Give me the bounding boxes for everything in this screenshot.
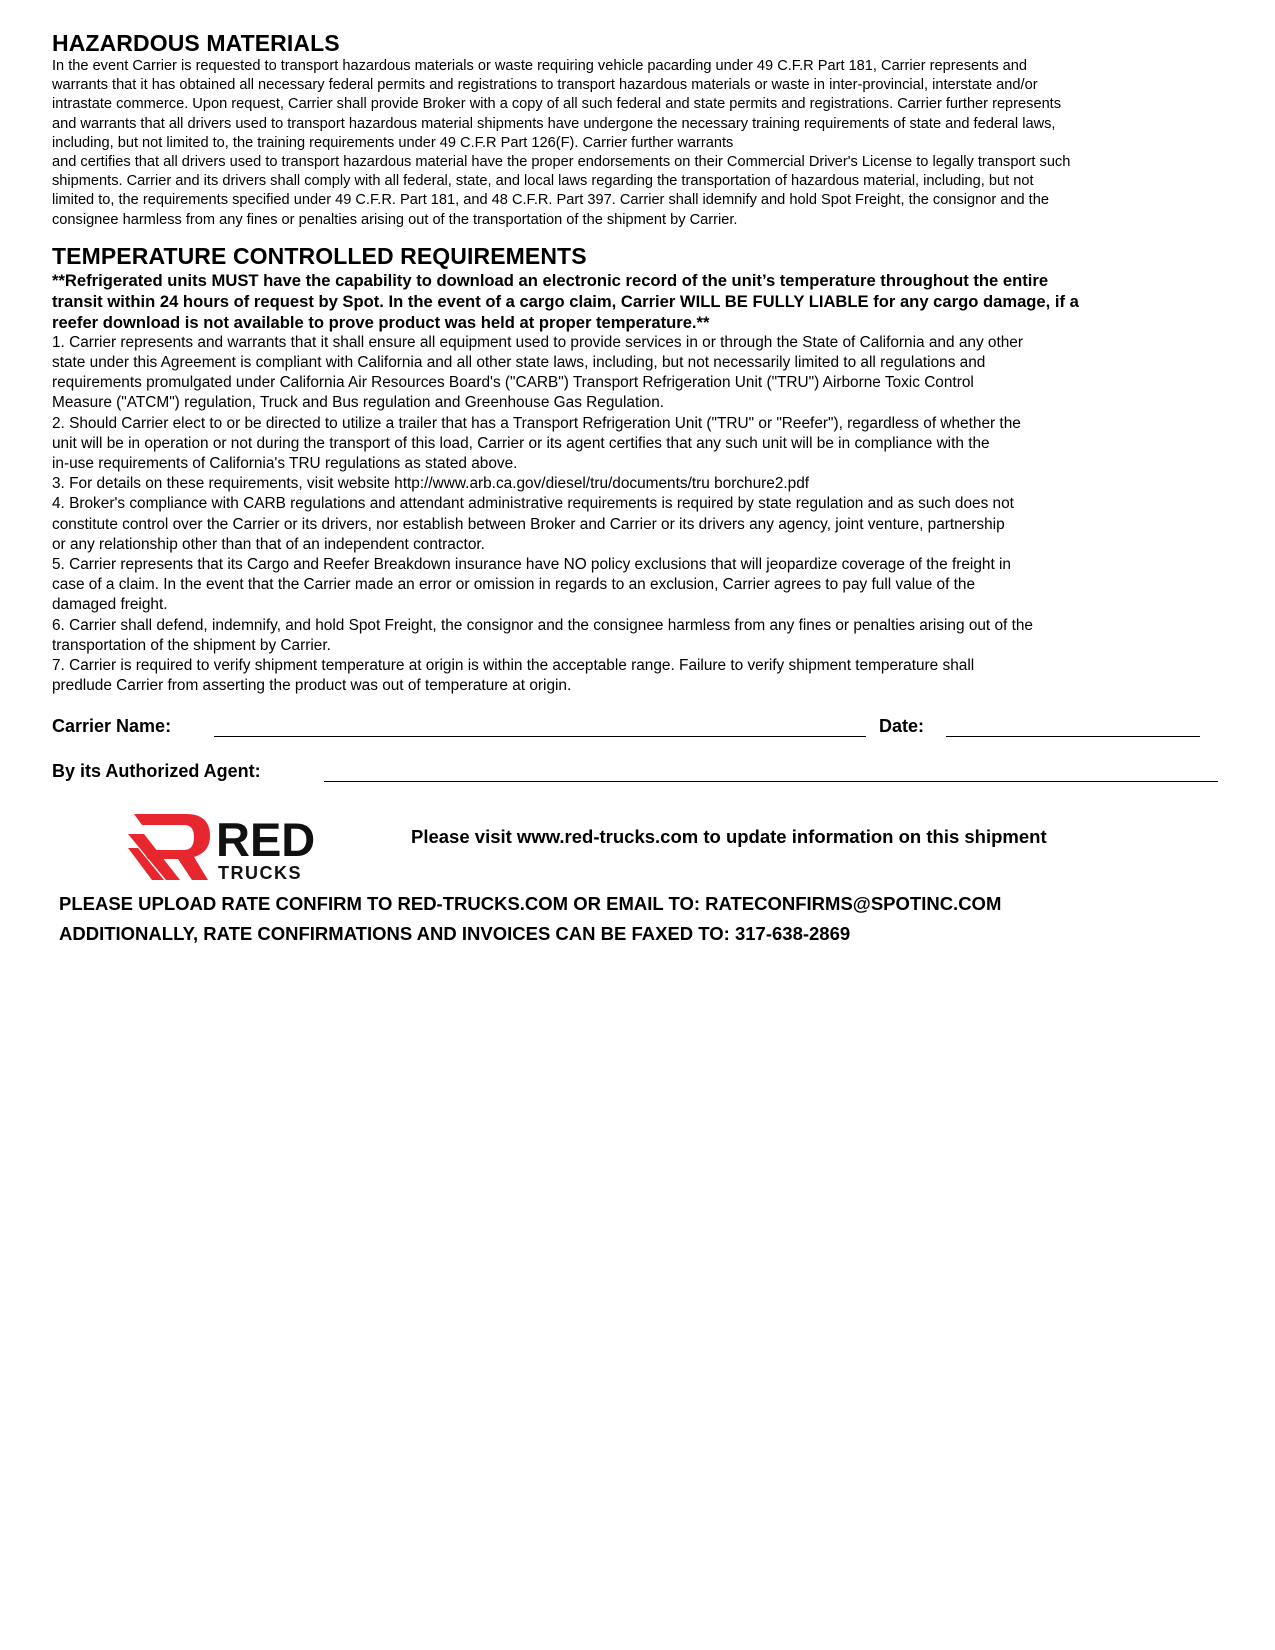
temperature-heading: TEMPERATURE CONTROLLED REQUIREMENTS [52, 242, 587, 269]
notice-line: reefer download is not available to prove product was held at proper temperature.** [52, 312, 710, 332]
hazmat-line: including, but not limited to, the training requirements under 49 C.F.R Part 126(F). Carrier further warrants [52, 134, 734, 151]
red-trucks-logo [128, 812, 324, 882]
list-line: in-use requirements of California's TRU regulations as stated above. [52, 455, 518, 473]
list-line: 7. Carrier is required to verify shipment temperature at origin is within the acceptable range. Failure to verify shipment temperature shall [52, 657, 975, 675]
hazmat-paragraph [52, 57, 1227, 230]
list-line: 3. For details on these requirements, visit website http://www.arb.ca.gov/diesel/tru/documents/tru borchure2.pdf [52, 475, 810, 493]
hazmat-line: limited to, the requirements specified under 49 C.F.R. Part 181, and 48 C.F.R. Part 397. Carrier shall idemnify and hold Spot Freight, the consignor and the [52, 192, 1049, 209]
list-line: constitute control over the Carrier or its drivers, nor establish between Broker and Carrier or its drivers any agency, joint venture, partnership [52, 515, 1005, 533]
hazmat-heading: HAZARDOUS MATERIALS [52, 30, 340, 56]
fax-instruction-line: ADDITIONALLY, RATE CONFIRMATIONS AND INVOICES CAN BE FAXED TO: 317-638-2869 [59, 923, 851, 944]
red-trucks-logo-icon [128, 812, 324, 882]
list-line: case of a claim. In the event that the Carrier made an error or omission in regards to an exclusion, Carrier agrees to pay full value of the [52, 576, 976, 594]
list-line: 1. Carrier represents and warrants that it shall ensure all equipment used to provide services in or through the State of California and any other [52, 333, 1023, 351]
document-page [52, 30, 1227, 696]
upload-instruction-line: PLEASE UPLOAD RATE CONFIRM TO RED-TRUCKS.COM OR EMAIL TO: RATECONFIRMS@SPOTINC.COM [59, 893, 1002, 914]
hazmat-line: intrastate commerce. Upon request, Carrier shall provide Broker with a copy of all such federal and state permits and registrations. Carrier further represents [52, 96, 1062, 113]
list-line: 4. Broker's compliance with CARB regulations and attendant administrative requirements is required by state regulation and as such does not [52, 495, 1014, 513]
authorized-agent-signature-line[interactable] [324, 781, 1218, 782]
hazmat-line: and warrants that all drivers used to transport hazardous material shipments have undergone the necessary training requirements of state and federal laws, [52, 115, 1056, 132]
temperature-notice [52, 270, 1227, 333]
list-line: unit will be in operation or not during the transport of this load, Carrier or its agent certifies that any such unit will be in compliance with the [52, 434, 990, 452]
date-label: Date: [879, 716, 925, 736]
notice-line: transit within 24 hours of request by Spot. In the event of a cargo claim, Carrier WILL BE FULLY LIABLE for any cargo damage, if a [52, 291, 1079, 311]
date-signature-line[interactable] [946, 736, 1200, 737]
hazmat-line: warrants that it has obtained all necessary federal permits and registrations to transport hazardous materials or waste in inter-provincial, interstate and/or [52, 77, 1038, 94]
visit-website-text: Please visit www.red-trucks.com to update information on this shipment [411, 826, 1047, 847]
list-line: Measure ("ATCM") regulation, Truck and Bus regulation and Greenhouse Gas Regulation. [52, 394, 665, 412]
temperature-list [52, 333, 1227, 697]
hazmat-line: In the event Carrier is requested to transport hazardous materials or waste requiring vehicle pacarding under 49 C.F.R Part 181, Carrier represents and [52, 58, 1028, 74]
logo-word-red: RED [216, 813, 316, 866]
list-line: 6. Carrier shall defend, indemnify, and hold Spot Freight, the consignor and the consignee harmless from any fines or penalties arising out of the [52, 616, 1033, 634]
carrier-name-label: Carrier Name: [52, 716, 172, 736]
authorized-agent-label: By its Authorized Agent: [52, 761, 261, 781]
list-line: or any relationship other than that of an independent contractor. [52, 535, 485, 553]
hazmat-line: shipments. Carrier and its drivers shall comply with all federal, state, and local laws regarding the transportation of hazardous material, including, but not [52, 173, 1034, 190]
notice-line: **Refrigerated units MUST have the capability to download an electronic record of the unit’s temperature throughout the entire [52, 270, 1049, 290]
hazmat-line: consignee harmless from any fines or penalties arising out of the transportation of the shipment by Carrier. [52, 211, 738, 228]
list-line: 2. Should Carrier elect to or be directed to utilize a trailer that has a Transport Refrigeration Unit ("TRU" or "Reefer"), regardless of whether the [52, 414, 1021, 432]
list-line: state under this Agreement is compliant with California and all other state laws, including, but not necessarily limited to all regulations and [52, 354, 986, 372]
list-line: transportation of the shipment by Carrier. [52, 636, 331, 654]
list-line: 5. Carrier represents that its Cargo and Reefer Breakdown insurance have NO policy exclusions that will jeopardize coverage of the freight in [52, 556, 1011, 574]
logo-word-trucks: TRUCKS [218, 863, 302, 882]
list-line: predlude Carrier from asserting the product was out of temperature at origin. [52, 677, 572, 695]
hazmat-line: and certifies that all drivers used to transport hazardous material have the proper endorsements on their Commercial Driver's License to legally transport such [52, 154, 1071, 171]
list-line: damaged freight. [52, 596, 168, 614]
list-line: requirements promulgated under California Air Resources Board's ("CARB") Transport Refrigeration Unit ("TRU") Airborne Toxic Control [52, 374, 974, 392]
carrier-name-signature-line[interactable] [214, 736, 866, 737]
